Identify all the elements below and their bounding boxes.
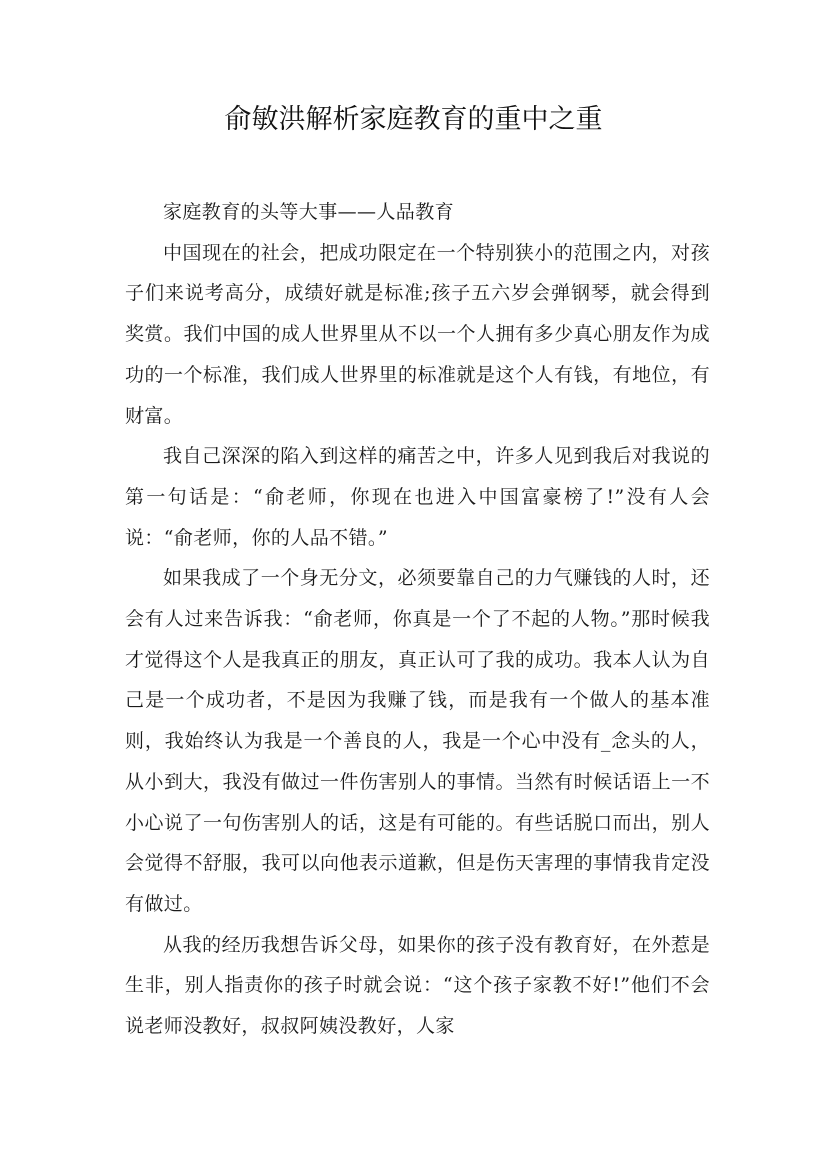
section-heading: 家庭教育的头等大事——人品教育 (163, 201, 455, 223)
document-body (125, 192, 710, 1047)
paragraph: 从我的经历我想告诉父母，如果你的孩子没有教育好，在外惹是生非，别人指责你的孩子时就会说：“这个孩子家教不好!”他们不会说老师没教好，叔叔阿姨没教好，人家 (125, 933, 710, 1038)
document-title: 俞敏洪解析家庭教育的重中之重 (224, 104, 603, 135)
paragraph: 中国现在的社会，把成功限定在一个特别狭小的范围之内，对孩子们来说考高分，成绩好就是标准;孩子五六岁会弹钢琴，就会得到奖赏。我们中国的成人世界里从不以一个人拥有多少真心朋友作为成功的一个标准，我们成人世界里的标准就是这个人有钱，有地位，有财富。 (125, 241, 710, 427)
paragraph: 如果我成了一个身无分文，必须要靠自己的力气赚钱的人时，还会有人过来告诉我：“俞老师，你真是一个了不起的人物。”那时候我才觉得这个人是我真正的朋友，真正认可了我的成功。我本人认为自己是一个成功者，不是因为我赚了钱，而是我有一个做人的基本准则，我始终认为我是一个善良的人，我是一个心中没有_念头的人，从小到大，我没有做过一件伤害别人的事情。当然有时候话语上一不小心说了一句伤害别人的话，这是有可能的。有些话脱口而出，别人会觉得不舒服，我可以向他表示道歉，但是伤天害理的事情我肯定没有做过。 (125, 567, 710, 915)
paragraph: 我自己深深的陷入到这样的痛苦之中，许多人见到我后对我说的第一句话是：“俞老师，你现在也进入中国富豪榜了!”没有人会说：“俞老师，你的人品不错。” (125, 445, 710, 549)
